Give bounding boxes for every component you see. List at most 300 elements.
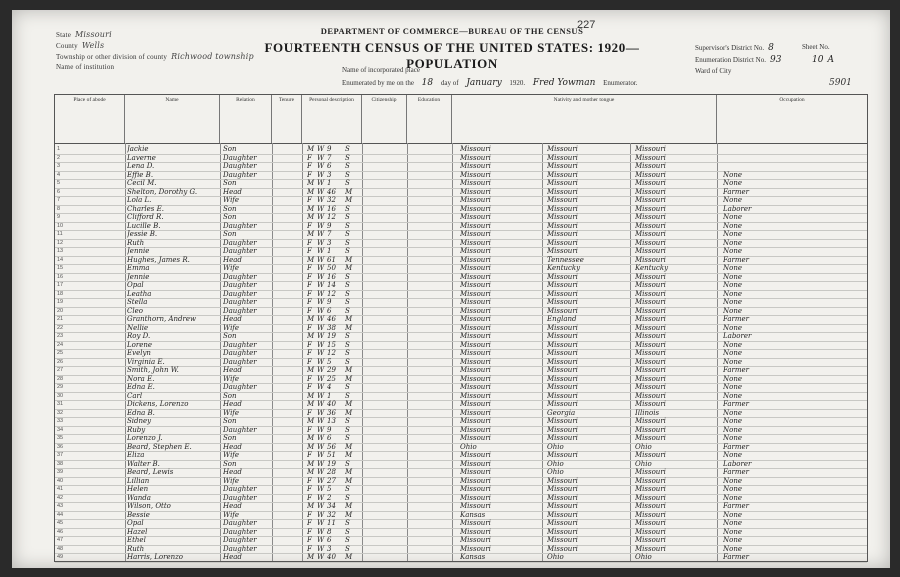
cell-fbp: Missouri (547, 527, 578, 536)
cell-rel: Daughter (223, 247, 257, 255)
cell-ms: M (345, 468, 353, 476)
cell-bp: Missouri (460, 323, 491, 332)
cell-num: 6 (57, 188, 61, 195)
cell-fbp: Missouri (547, 400, 578, 408)
cell-ms: S (345, 289, 350, 298)
cell-name: Lorene (127, 340, 153, 349)
cell-bp: Missouri (460, 162, 491, 170)
cell-sex: M (307, 553, 315, 561)
cell-sex: F (307, 451, 312, 459)
cell-sex: M (307, 434, 315, 442)
cell-mbp: Illinois (635, 408, 660, 417)
cell-age: 51 (327, 451, 336, 459)
cell-race: W (317, 502, 325, 510)
supervisor-label: Supervisor's District No. (695, 44, 765, 52)
cell-ms: M (345, 255, 353, 264)
col-group-occupation: Occupation (779, 97, 805, 103)
cell-mbp: Missouri (635, 213, 666, 221)
cell-sex: M (307, 213, 315, 221)
cell-ms: S (345, 213, 350, 221)
cell-name: Dickens, Lorenzo (127, 400, 189, 408)
cell-num: 35 (57, 435, 64, 441)
cell-bp: Missouri (460, 544, 491, 553)
cell-race: W (317, 204, 325, 213)
cell-rel: Wife (223, 264, 240, 272)
cell-bp: Missouri (460, 247, 491, 255)
cell-rel: Head (223, 400, 242, 408)
cell-rel: Head (223, 553, 242, 561)
cell-rel: Daughter (223, 162, 257, 170)
cell-name: Beard, Stephen E. (127, 442, 192, 451)
cell-mbp: Missouri (635, 366, 666, 374)
cell-num: 40 (57, 477, 64, 484)
township-label: Township or other division of county (56, 53, 168, 61)
cell-occ: None (723, 349, 742, 357)
cell-age: 5 (327, 485, 332, 493)
cell-sex: M (307, 187, 315, 196)
cell-num: 30 (57, 392, 64, 399)
cell-name: Nellie (127, 323, 149, 332)
cell-race: W (317, 255, 325, 264)
cell-bp: Missouri (460, 400, 491, 408)
cell-age: 13 (327, 417, 336, 425)
cell-occ: None (723, 272, 742, 281)
cell-age: 3 (327, 170, 332, 179)
cell-mbp: Missouri (635, 272, 666, 281)
cell-fbp: Missouri (547, 493, 578, 502)
cell-race: W (317, 298, 325, 306)
cell-ms: M (345, 476, 353, 485)
cell-bp: Missouri (460, 383, 491, 391)
cell-age: 3 (327, 238, 332, 247)
cell-sex: F (307, 519, 312, 527)
cell-name: Lillian (127, 476, 150, 485)
cell-ms: M (345, 408, 353, 417)
cell-sex: M (307, 204, 315, 213)
cell-sex: F (307, 340, 312, 349)
cell-rel: Head (223, 502, 242, 510)
cell-rel: Daughter (223, 485, 257, 493)
cell-race: W (317, 323, 325, 332)
cell-race: W (317, 213, 325, 221)
state-value: Missouri (75, 30, 112, 39)
cell-ms: M (345, 366, 353, 374)
cell-age: 7 (327, 153, 332, 162)
cell-ms: S (345, 536, 350, 544)
cell-fbp: Missouri (547, 476, 578, 485)
cell-age: 27 (327, 476, 336, 485)
cell-name: Helen (127, 485, 149, 493)
cell-sex: F (307, 238, 312, 247)
cell-occ: None (723, 357, 742, 366)
enumeration-label: Enumeration District No. (695, 56, 766, 64)
cell-race: W (317, 349, 325, 357)
cell-fbp: Missouri (547, 451, 578, 459)
cell-mbp: Missouri (635, 323, 666, 332)
cell-ms: M (345, 187, 353, 196)
cell-bp: Missouri (460, 451, 491, 459)
cell-name: Granthorn, Andrew (127, 315, 196, 323)
cell-name: Walter B. (127, 459, 160, 468)
col-group-name: Name (125, 95, 220, 143)
cell-mbp: Missouri (635, 332, 666, 340)
cell-age: 9 (327, 145, 332, 153)
cell-bp: Missouri (460, 213, 491, 221)
cell-bp: Missouri (460, 527, 491, 536)
cell-age: 29 (327, 366, 336, 374)
cell-rel: Son (223, 179, 237, 187)
cell-occ (723, 145, 813, 154)
ward-label: Ward of City (695, 67, 732, 75)
cell-name: Charles E. (127, 204, 164, 213)
cell-num: 13 (57, 248, 64, 254)
cell-race: W (317, 162, 325, 170)
cell-occ: Laborer (723, 204, 752, 213)
cell-age: 2 (327, 493, 332, 502)
cell-race: W (317, 485, 325, 493)
col-group-tenure: Tenure (272, 95, 302, 143)
cell-age: 25 (327, 374, 336, 383)
cell-age: 6 (327, 536, 332, 544)
cell-occ: None (723, 264, 742, 272)
cell-rel: Daughter (223, 340, 257, 349)
cell-sex: F (307, 485, 312, 493)
cell-ms: S (345, 247, 350, 255)
cell-fbp: Missouri (547, 349, 578, 357)
cell-fbp: Missouri (547, 340, 578, 349)
cell-ms: M (345, 264, 353, 272)
cell-race: W (317, 493, 325, 502)
col-group-relation: Relation (220, 95, 272, 143)
cell-ms: M (345, 510, 353, 519)
cell-mbp: Missouri (635, 281, 666, 289)
sheet-number-value (808, 55, 834, 65)
cell-num: 8 (57, 205, 61, 212)
cell-name: Virginia E. (127, 357, 165, 366)
cell-rel: Daughter (223, 272, 257, 281)
cell-sex: F (307, 349, 312, 357)
cell-occ: Farmer (723, 187, 750, 196)
cell-age: 1 (327, 247, 332, 255)
cell-sex: F (307, 170, 312, 179)
cell-sex: F (307, 357, 312, 366)
cell-ms: S (345, 204, 350, 213)
cell-fbp: Tennessee (547, 255, 584, 264)
cell-fbp: Missouri (547, 374, 578, 383)
cell-ms: S (345, 162, 350, 170)
cell-rel: Daughter (223, 298, 257, 306)
cell-name: Cecil M. (127, 179, 157, 187)
cell-rel: Daughter (223, 306, 257, 315)
cell-fbp: Missouri (547, 425, 578, 434)
cell-ms: S (345, 153, 350, 162)
cell-race: W (317, 281, 325, 289)
cell-bp: Missouri (460, 332, 491, 340)
cell-bp: Missouri (460, 468, 491, 476)
cell-sex: F (307, 476, 312, 485)
cell-fbp: Missouri (547, 332, 578, 340)
supervisor-value: 8 (768, 43, 774, 53)
cell-occ: Farmer (723, 468, 750, 476)
cell-mbp: Ohio (635, 459, 652, 468)
cell-race: W (317, 374, 325, 383)
cell-num: 14 (57, 256, 64, 263)
cell-race: W (317, 366, 325, 374)
cell-name: Wilson, Otto (127, 502, 171, 510)
cell-rel: Wife (223, 510, 240, 519)
county-label: County (56, 42, 78, 50)
cell-mbp: Missouri (635, 289, 666, 298)
cell-name: Eliza (127, 451, 145, 459)
cell-race: W (317, 153, 325, 162)
cell-num: 42 (57, 494, 64, 501)
cell-name: Harris, Lorenzo (127, 553, 184, 561)
county-field (56, 41, 104, 50)
cell-race: W (317, 357, 325, 366)
cell-occ: None (723, 289, 742, 298)
cell-num: 45 (57, 520, 64, 526)
cell-occ: None (723, 391, 742, 400)
cell-bp: Missouri (460, 417, 491, 425)
cell-num: 31 (57, 401, 64, 407)
cell-rel: Son (223, 213, 237, 221)
cell-rel: Daughter (223, 357, 257, 366)
cell-occ: Farmer (723, 400, 750, 408)
cell-rel: Son (223, 145, 237, 153)
cell-bp: Missouri (460, 493, 491, 502)
cell-sex: M (307, 179, 315, 187)
cell-fbp: Missouri (547, 204, 578, 213)
cell-sex: F (307, 306, 312, 315)
cell-bp: Missouri (460, 281, 491, 289)
cell-name: Jackie (127, 145, 149, 153)
cell-sex: F (307, 272, 312, 281)
cell-rel: Daughter (223, 281, 257, 289)
cell-age: 15 (327, 340, 336, 349)
cell-rel: Wife (223, 451, 240, 459)
cell-num: 17 (57, 282, 64, 288)
cell-ms: S (345, 145, 350, 153)
cell-age: 9 (327, 425, 332, 434)
enumerator-label: Enumerator. (603, 79, 638, 87)
cell-sex: M (307, 255, 315, 264)
cell-rel: Head (223, 255, 242, 264)
cell-num: 5 (57, 180, 61, 186)
cell-num: 11 (57, 231, 63, 237)
cell-rel: Son (223, 332, 237, 340)
cell-occ: None (723, 238, 742, 247)
cell-rel: Daughter (223, 519, 257, 527)
cell-rel: Wife (223, 374, 240, 383)
page-code: 5901 (829, 78, 852, 88)
cell-mbp: Missouri (635, 315, 666, 323)
cell-rel: Daughter (223, 493, 257, 502)
cell-num: 24 (57, 341, 64, 348)
cell-mbp: Missouri (635, 221, 666, 230)
cell-fbp: Missouri (547, 196, 578, 204)
cell-sex: F (307, 510, 312, 519)
cell-name: Lucille B. (127, 221, 161, 230)
cell-fbp: Ohio (547, 442, 564, 451)
cell-race: W (317, 527, 325, 536)
cell-num: 32 (57, 409, 64, 416)
cell-age: 16 (327, 204, 336, 213)
cell-num: 2 (57, 154, 61, 161)
cell-ms: M (345, 196, 353, 204)
table-row (55, 553, 867, 563)
cell-name: Jessie B. (127, 230, 158, 238)
cell-fbp: Missouri (547, 306, 578, 315)
cell-num: 36 (57, 443, 64, 450)
cell-occ: None (723, 434, 742, 442)
cell-age: 4 (327, 383, 332, 391)
cell-rel: Daughter (223, 349, 257, 357)
cell-occ: Farmer (723, 255, 750, 264)
cell-num: 39 (57, 469, 64, 475)
cell-num: 7 (57, 197, 61, 203)
cell-ms: S (345, 544, 350, 553)
enumerated-label: Enumerated by me on the (342, 79, 414, 87)
cell-ms: M (345, 323, 353, 332)
cell-bp: Missouri (460, 349, 491, 357)
cell-age: 12 (327, 213, 336, 221)
cell-name: Ethel (127, 536, 146, 544)
cell-fbp: Ohio (547, 553, 564, 561)
cell-name: Ruby (127, 425, 146, 434)
cell-rel: Wife (223, 476, 240, 485)
cell-name: Leatha (127, 289, 152, 298)
cell-race: W (317, 459, 325, 468)
cell-fbp: Missouri (547, 544, 578, 553)
sheet-stamp: 227 (577, 19, 596, 31)
cell-age: 5 (327, 357, 332, 366)
cell-bp: Missouri (460, 306, 491, 315)
cell-sex: M (307, 468, 315, 476)
cell-race: W (317, 315, 325, 323)
cell-ms: S (345, 391, 350, 400)
cell-num: 19 (57, 299, 64, 305)
cell-sex: F (307, 425, 312, 434)
cell-name: Hughes, James R. (127, 255, 190, 264)
cell-age: 12 (327, 349, 336, 357)
cell-age: 9 (327, 221, 332, 230)
cell-num: 12 (57, 239, 64, 246)
cell-name: Emma (127, 264, 150, 272)
cell-ms: S (345, 485, 350, 493)
cell-mbp: Ohio (635, 553, 652, 561)
cell-sex: F (307, 383, 312, 391)
cell-rel: Head (223, 315, 242, 323)
cell-rel: Wife (223, 408, 240, 417)
cell-fbp: England (547, 315, 577, 323)
cell-occ: Farmer (723, 553, 750, 561)
cell-name: Effie B. (127, 170, 154, 179)
cell-race: W (317, 417, 325, 425)
state-label: State (56, 31, 71, 39)
cell-mbp: Kentucky (635, 264, 669, 272)
cell-num: 29 (57, 384, 64, 390)
cell-num: 33 (57, 418, 64, 424)
cell-bp: Missouri (460, 238, 491, 247)
cell-occ: None (723, 383, 742, 391)
cell-age: 38 (327, 323, 336, 332)
cell-name: Edna B. (127, 408, 155, 417)
cell-bp: Missouri (460, 519, 491, 527)
cell-ms: S (345, 238, 350, 247)
cell-fbp: Missouri (547, 238, 578, 247)
cell-bp: Missouri (460, 425, 491, 434)
cell-num: 48 (57, 545, 64, 552)
cell-mbp: Missouri (635, 425, 666, 434)
cell-num: 3 (57, 163, 61, 169)
cell-ms: S (345, 459, 350, 468)
cell-rel: Head (223, 468, 242, 476)
cell-bp: Missouri (460, 298, 491, 306)
cell-ms: M (345, 315, 353, 323)
cell-num: 9 (57, 214, 61, 220)
cell-sex: M (307, 391, 315, 400)
cell-sex: M (307, 417, 315, 425)
cell-occ: Laborer (723, 332, 752, 340)
cell-sex: F (307, 289, 312, 298)
cell-num: 18 (57, 290, 64, 297)
cell-fbp: Missouri (547, 162, 578, 170)
cell-ms: S (345, 527, 350, 536)
cell-bp: Missouri (460, 289, 491, 298)
cell-fbp: Missouri (547, 213, 578, 221)
cell-bp: Missouri (460, 502, 491, 510)
sheet-side: A (827, 55, 834, 65)
cell-num: 41 (57, 486, 64, 492)
cell-sex: F (307, 323, 312, 332)
cell-occ: None (723, 519, 742, 527)
incorporated-place-field (342, 66, 420, 74)
cell-rel: Wife (223, 196, 240, 204)
cell-fbp: Missouri (547, 519, 578, 527)
cell-mbp: Missouri (635, 383, 666, 391)
cell-race: W (317, 400, 325, 408)
cell-rel: Son (223, 459, 237, 468)
cell-race: W (317, 187, 325, 196)
cell-bp: Missouri (460, 536, 491, 544)
cell-occ: Laborer (723, 459, 752, 468)
cell-ms: M (345, 502, 353, 510)
cell-fbp: Missouri (547, 510, 578, 519)
cell-rel: Son (223, 417, 237, 425)
township-field (56, 52, 254, 61)
cell-sex: F (307, 221, 312, 230)
cell-ms: S (345, 298, 350, 306)
institution-label: Name of institution (56, 63, 115, 71)
enumeration-value: 93 (769, 55, 782, 65)
cell-rel: Head (223, 187, 242, 196)
cell-mbp: Missouri (635, 417, 666, 425)
cell-bp: Missouri (460, 408, 491, 417)
cell-mbp: Missouri (635, 357, 666, 366)
cell-age: 19 (327, 459, 336, 468)
cell-age: 61 (327, 255, 336, 264)
cell-bp: Missouri (460, 264, 491, 272)
cell-age: 40 (327, 400, 336, 408)
cell-ms: S (345, 357, 350, 366)
cell-num: 44 (57, 511, 64, 518)
cell-mbp: Missouri (635, 434, 666, 442)
cell-race: W (317, 289, 325, 298)
cell-fbp: Missouri (547, 502, 578, 510)
cell-ms: M (345, 400, 353, 408)
cell-mbp: Missouri (635, 340, 666, 349)
cell-race: W (317, 476, 325, 485)
